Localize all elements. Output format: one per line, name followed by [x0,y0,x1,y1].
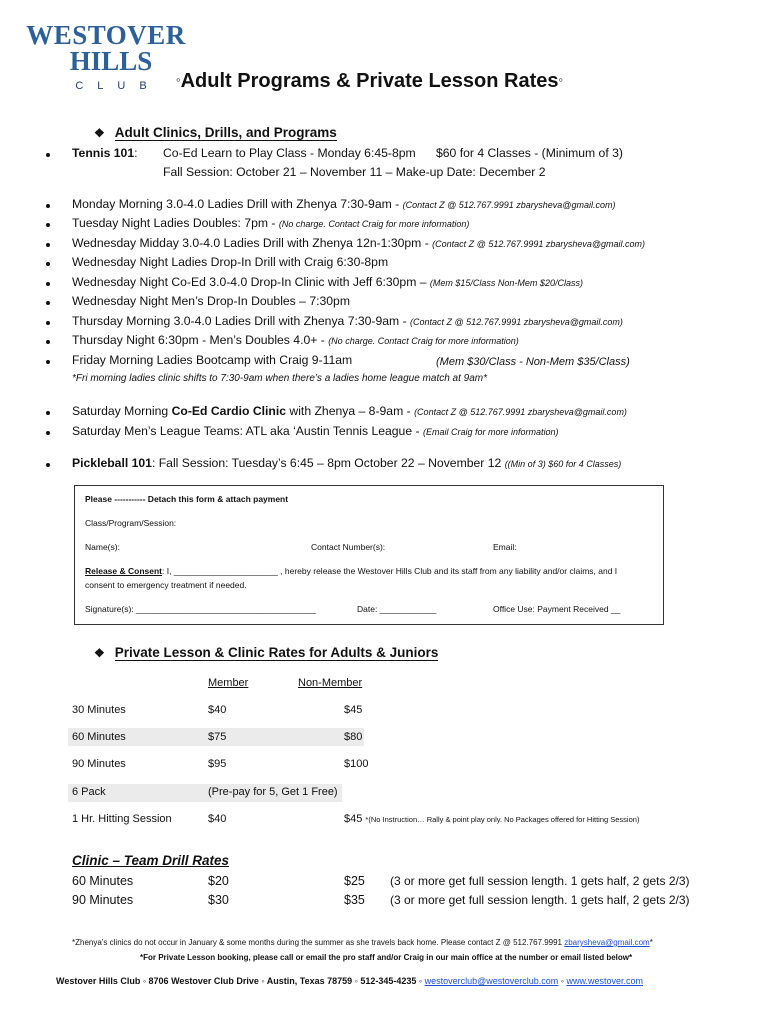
clinic-nonmember: $25 [344,874,365,888]
bootcamp-note: (Mem $30/Class - Non-Mem $35/Class) [436,356,630,368]
form-class-field[interactable]: Class/Program/Session: [85,518,177,528]
clinic-nonmember: $35 [344,893,365,907]
form-date-field[interactable]: Date: ____________ [357,604,437,614]
rate-member: $40 [208,813,227,825]
clinic-note: (3 or more get full session length. 1 gets half, 2 gets 2/3) [390,874,690,888]
rate-label: 60 Minutes [72,731,126,743]
rate-label: 90 Minutes [72,758,126,770]
booking-note: *For Private Lesson booking, please call or email the pro staff and/or Craig in our main office at the number or email listed below* [140,953,633,962]
tennis-101-desc: Co-Ed Learn to Play Class - Monday 6:45-8pm [163,146,416,160]
logo-line-3: CLUB [75,80,161,92]
page-title [176,70,563,93]
hitting-note: *(No Instruction… Rally & point play only. No Packages offered for Hitting Session) [365,815,640,824]
registration-form [74,485,664,625]
form-signature-field[interactable]: Signature(s): ______________________________________ [85,604,316,614]
title-text: Adult Programs & Private Lesson Rates [180,70,559,92]
form-office-use: Office Use: Payment Received __ [493,604,621,614]
rate-label: 30 Minutes [72,704,126,716]
rate-member: $40 [208,704,227,716]
form-release-text-2: consent to emergency treatment if needed. [85,580,247,590]
rate-nonmember: $45 [344,704,363,716]
form-name-field[interactable]: Name(s): [85,542,120,552]
tennis-101-price: $60 for 4 Classes - (Minimum of 3) [436,146,623,160]
form-contact-field[interactable]: Contact Number(s): [311,542,386,552]
form-release-text: Release & Consent: I, ______________________ , hereby release the Westover Hills Club and its staff from any liability and/or claims, and I [85,566,618,576]
logo-line-1: WESTOVER [26,20,186,50]
rate-member: (Pre-pay for 5, Get 1 Free) [208,786,338,798]
rate-label: 6 Pack [72,786,106,798]
zhenya-note: *Zhenya’s clinics do not occur in January & some months during the summer as she travels back home. Please contact Z @ 512.767.9991 zbarysheva@gmail.com* [72,938,653,947]
clinic-note: (3 or more get full session length. 1 gets half, 2 gets 2/3) [390,893,690,907]
rate-label: 1 Hr. Hitting Session [72,813,172,825]
rate-member: $95 [208,758,227,770]
rates-header-member: Member [208,677,249,689]
clinic-member: $30 [208,893,229,907]
tennis-101-session: Fall Session: October 21 – November 11 – Make-up Date: December 2 [163,165,546,179]
tennis-101-name: Tennis 101 [72,146,135,160]
club-logo [26,22,186,92]
form-header: Please ----------- Detach this form & attach payment [85,494,289,504]
title-bullet-left: ◦ [176,72,181,87]
rate-nonmember: $100 [344,758,369,770]
rate-nonmember: $80 [344,731,363,743]
rate-member: $75 [208,731,227,743]
rates-header-nonmember: Non-Member [298,677,363,689]
rate-nonmember: $45 *(No Instruction… Rally & point play only. No Packages offered for Hitting Session) [344,813,640,825]
diamond-bullet-icon: ❖ [94,646,105,660]
zhenya-email-link[interactable]: zbarysheva@gmail.com [564,938,650,947]
clinic-title: Clinic – Team Drill Rates [72,853,230,868]
footer-address: Westover Hills Club ◦ 8706 Westover Club Drive ◦ Austin, Texas 78759 ◦ 512-345-4235 ◦ westoverclub@westoverclub.com ◦ www.westover.com [56,976,644,986]
section-label: Private Lesson & Clinic Rates for Adults & Juniors [114,645,439,660]
tennis-101-colon: : [134,146,138,160]
form-email-field[interactable]: Email: [493,542,517,552]
section-label: Adult Clinics, Drills, and Programs [114,125,337,140]
clinic-member: $20 [208,874,229,888]
section-adult-clinics-heading [94,125,337,140]
club-email-link[interactable]: westoverclub@westoverclub.com [424,976,559,986]
section-private-lessons-heading [94,645,438,660]
title-bullet-right: ◦ [558,72,564,87]
clinic-label: 90 Minutes [72,893,134,907]
club-website-link[interactable]: www.westover.com [566,976,644,986]
friday-note: *Fri morning ladies clinic shifts to 7:30-9am when there’s a ladies home league match at 9am* [72,373,488,384]
diamond-bullet-icon: ❖ [94,126,105,140]
logo-line-2: HILLS [69,46,153,76]
clinic-label: 60 Minutes [72,874,134,888]
